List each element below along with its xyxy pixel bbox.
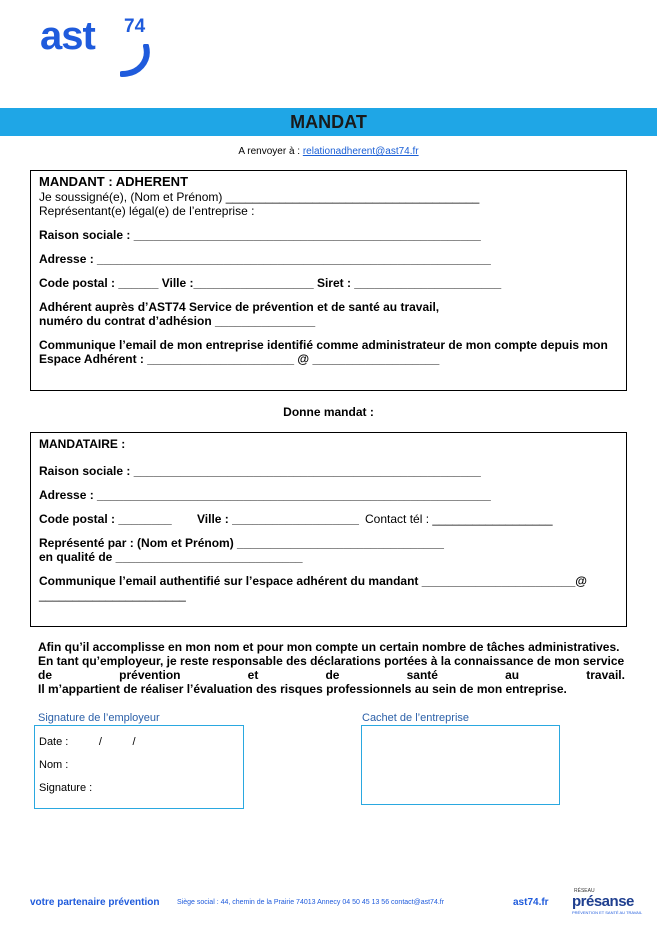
signature-label: Signature de l’employeur [38,712,160,724]
return-line [0,146,657,157]
mandate-paragraph [38,640,629,696]
mandataire-raison-sociale[interactable]: Raison sociale : ____________________________________________________ [39,464,481,478]
signature-date-field[interactable]: Date : / / [39,736,136,748]
logo-text: ast [40,14,95,58]
signature-sign-field[interactable]: Signature : [39,782,93,794]
mandataire-box [30,432,627,627]
mandant-raison-sociale[interactable]: Raison sociale : ____________________________________________________ [39,228,481,242]
mandant-heading: MANDANT : ADHERENT [39,174,189,189]
footer-address: Siège social : 44, chemin de la Prairie 74013 Annecy 04 50 45 13 56 contact@ast74.fr [177,899,445,906]
cachet-label: Cachet de l’entreprise [362,712,470,724]
mandataire-adresse[interactable]: Adresse : ___________________________________________________________ [39,488,491,502]
mandataire-qualite[interactable]: en qualité de ____________________________ [39,550,303,564]
signature-box[interactable] [34,725,244,809]
return-email-link[interactable]: relationadherent@ast74.fr [302,146,419,157]
paragraph-line-4: Il m’appartient de réaliser l’évaluation des risques professionnels au sein de mon entreprise. [38,682,567,696]
return-prefix: A renvoyer à : [238,146,303,157]
mandataire-email-domain[interactable]: ______________________ [39,588,186,602]
signature-name-field[interactable]: Nom : [39,759,69,771]
mandataire-email-line[interactable]: Communique l’email authentifié sur l’espace adhérent du mandant _______________________@ [39,574,587,588]
mandant-name-line[interactable]: Je soussigné(e), (Nom et Prénom) ______________________________________ [39,190,480,204]
logo-swoosh-icon [120,44,152,78]
paragraph-word: au [505,668,520,682]
paragraph-word: de [325,668,340,682]
mandant-adresse[interactable]: Adresse : ___________________________________________________________ [39,252,491,266]
logo-number: 74 [124,16,146,37]
paragraph-line-2: En tant qu’employeur, je reste responsable des déclarations portées à la connaissance de mon service [38,654,625,668]
donne-mandat-label: Donne mandat : [283,405,374,419]
title-banner [0,108,657,136]
paragraph-word: prévention [119,668,181,682]
paragraph-word: de [38,668,53,682]
mandant-espace-adherent-email[interactable]: Espace Adhérent : ______________________ @ ___________________ [39,352,440,366]
paragraph-word: santé [406,668,438,682]
mandataire-code-postal[interactable]: Code postal : ________ [39,512,172,526]
presanse-network-label: RÉSEAU [574,888,595,894]
mandant-contract-number[interactable]: numéro du contrat d’adhésion _______________ [39,314,316,328]
presanse-logo [572,888,652,918]
mandant-box [30,170,627,391]
mandataire-ville[interactable]: Ville : ___________________ [197,512,359,526]
mandataire-contact-tel[interactable]: Contact tél : __________________ [365,512,553,526]
paragraph-word: travail. [586,668,625,682]
mandataire-represente-par[interactable]: Représenté par : (Nom et Prénom) _______________________________ [39,536,444,550]
footer-tagline: votre partenaire prévention [30,897,160,908]
mandant-code-postal-ville-siret[interactable]: Code postal : ______ Ville :__________________ Siret : ______________________ [39,276,502,290]
presanse-subtitle: PRÉVENTION ET SANTÉ AU TRAVAIL [572,910,643,915]
paragraph-line-3 [38,668,629,682]
paragraph-word: et [247,668,259,682]
footer-site-link[interactable]: ast74.fr [513,897,549,908]
page-title: MANDAT [290,112,367,132]
mandant-representative-line: Représentant(e) légal(e) de l’entreprise : [39,204,255,218]
mandataire-heading: MANDATAIRE : [39,437,126,451]
mandant-adherent-line: Adhérent auprès d’AST74 Service de prévention et de santé au travail, [39,300,440,314]
paragraph-line-1: Afin qu’il accomplisse en mon nom et pour mon compte un certain nombre de tâches administratives. [38,640,620,654]
ast74-logo [40,14,152,76]
mandant-email-line: Communique l’email de mon entreprise identifié comme administrateur de mon compte depuis mon [39,338,608,352]
presanse-wordmark: présanse [572,893,634,910]
cachet-box[interactable] [361,725,560,805]
